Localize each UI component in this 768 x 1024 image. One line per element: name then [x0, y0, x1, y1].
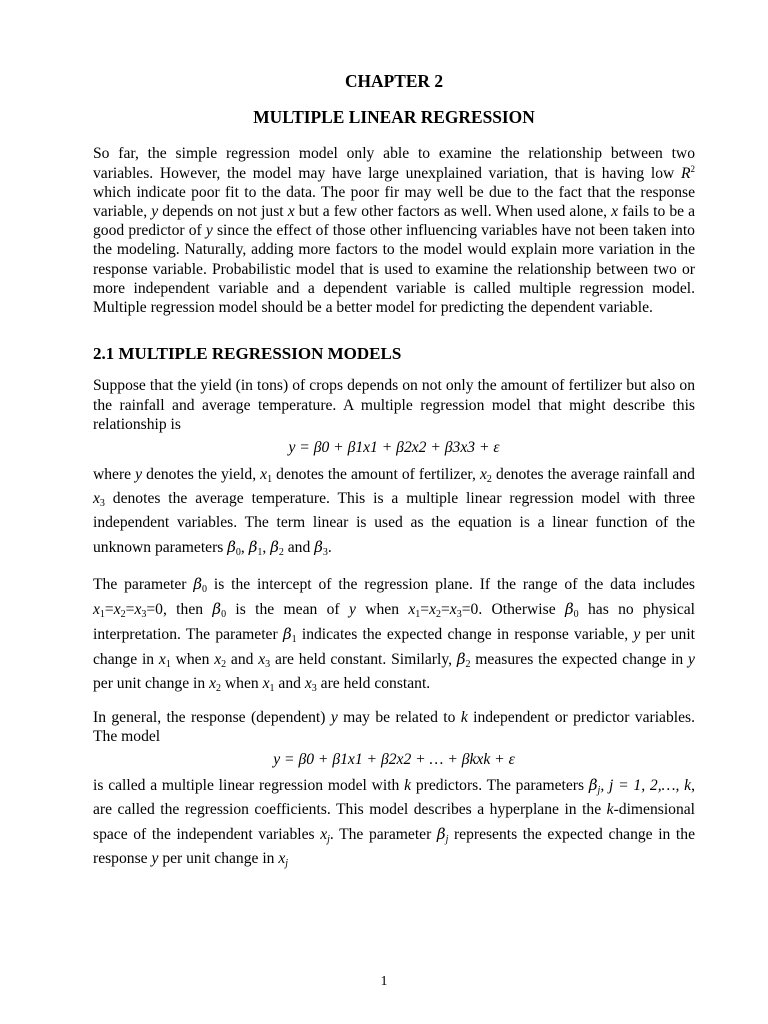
paragraph-parameters: The parameter $\beta_0$ is the intercept of the regression plane. If the range of the data includes $x_1=x_2=x_3=0$, then $\beta_0$ is the mean of y when $x_1=x_2=x_3=0$. Otherwise $\beta_0$ has no physical interpretation. The parameter $\beta_1$ indicates the expected change in response variable, y per unit change in $x_1$ when $x_2$ and $x_3$ are held constant. Similarly, $\beta_2$ measures the expected change in y per unit change in $x_2$ when $x_1$ and $x_3$ are held constant. [93, 575, 696, 695]
equation-k-predictors [93, 750, 695, 769]
intro-paragraph: So far, the simple regression model only able to examine the relationship between two variables. However, the model may have large unexplained variation, that is having low $R^2$ which indicate poor fit to the data. The poor fir may well be due to the fact that the response variable, y depends on not just x but a few other factors as well. When used alone, x fails to be a good predictor of y since the effect of those other influencing variables have not been taken into the modeling. Naturally, adding more factors to the model would explain more variation in the response variable. Probabilistic model that is used to examine the relationship between two or more independent variable and a dependent variable is called multiple regression model. Multiple regression model should be a better model for predicting the dependent variable. [93, 145, 696, 317]
page-number: 1 [380, 974, 388, 989]
paragraph-yield: Suppose that the yield (in tons) of crops depends on not only the amount of fertilizer but also on the rainfall and average temperature. A multiple regression model that might describe this relationship is [93, 377, 695, 433]
section-heading: 2.1 MULTIPLE REGRESSION MODELS [93, 344, 402, 364]
equation-text: y = β0 + β1x1 + β2x2 + β3x3 + ε [288, 439, 500, 457]
equation-three-predictors [93, 438, 695, 457]
paragraph-general-model: In general, the response (dependent) y may be related to k independent or predictor variables. The model [93, 709, 695, 746]
paragraph-variables: where y denotes the yield, $x_1$ denotes the amount of fertilizer, $x_2$ denotes the average rainfall and $x_3$ denotes the average temperature. This is a multiple linear regression model with three independent variables. The term linear is used as the equation is a linear function of the unknown parameters $\beta_0$, $\beta_1$, $\beta_2$ and $\beta_3$. [93, 466, 695, 559]
equation-text: y = β0 + β1x1 + β2x2 + … + βkxk + ε [273, 750, 515, 768]
paragraph-coefficients: is called a multiple linear regression model with k predictors. The parameters $\beta_j$, j = 1, 2,…, k, are called the regression coefficients. This model describes a hyperplane in the k-dimensional space of the independent variables $x_j$. The parameter $\beta_j$ represents the expected change in the response y per unit change in $x_j$ [93, 775, 695, 869]
chapter-label: CHAPTER 2 [344, 71, 444, 91]
chapter-title: MULTIPLE LINEAR REGRESSION [253, 107, 535, 128]
